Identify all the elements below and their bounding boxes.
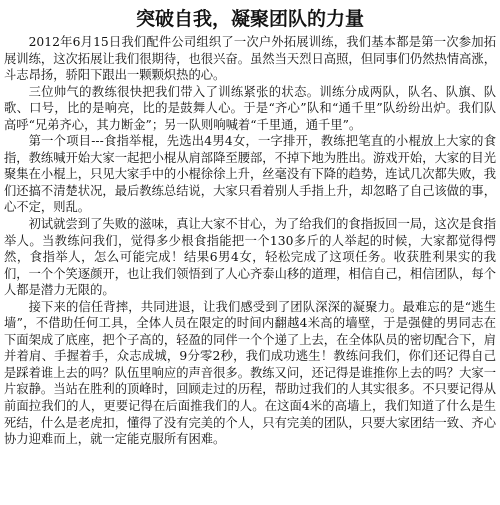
paragraph-finger-stick: 第一个项目---食指举棍，先选出4男4女，一字排开，教练把笔直的小棍放上大家的食指，教练喊开始大家一起把小棍从肩部降至腰部，不掉下地为胜出。游戏开始，大家的目光聚集在小棍上，只见大家手中的小棍徐徐上升，丝毫没有下降的趋势，连试几次都失败，我们还搞不清楚状况，最后教练总结说，大家只看着别人手指上升，却忽略了自己该做的事，心不定，则乱。 (4, 134, 496, 215)
paragraph-finger-lift: 初试就尝到了失败的滋味，真让大家不甘心，为了给我们的食指扳回一局，这次是食指举人。当教练问我们，觉得多少根食指能把一个130多斤的人举起的时候，大家都觉得愕然，食指举人，怎么可能完成！结果6男4女，轻松完成了这项任务。收获胜利果实的我们，一个个笑逐颜开，也让我们领悟到了人心齐泰山移的道理，相信自己，相信团队，每个人都是潜力无限的。 (4, 217, 496, 298)
paragraph-intro: 2012年6月15日我们配件公司组织了一次户外拓展训练，我们基本都是第一次参加拓展训练，这次拓展让我们很期待，也很兴奋。虽然当天烈日高照，但同事们仍然热情高涨，斗志昂扬，骄阳下跟出一颗颗炽热的心。 (4, 35, 496, 83)
document (4, 4, 496, 501)
document-title: 突破自我，凝聚团队的力量 (135, 8, 364, 30)
paragraph-teams: 三位帅气的教练很快把我们带入了训练紧张的状态。训练分成两队，队名、队旗、队歌、口号，比的是响亮，比的是鼓舞人心。于是“齐心”队和“通千里”队纷纷出炉。我们队高呼“兄弟齐心，其力断金”；另一队则响喊着“千里通，通千里”。 (4, 84, 496, 132)
paragraph-escape-wall: 接下来的信任背摔，共同进退，让我们感受到了团队深深的凝聚力。最难忘的是“逃生墙”，不借助任何工具，全体人员在限定的时间内翻越4米高的墙壁，于是强健的男同志在下面架成了底座，把个子高的，轻盈的同伴一个个递了上去，在全体队员的密切配合下，肩并着肩、手握着手，众志成城，9分零2秒，我们成功逃生！教练问我们，你们还记得自己是踩着谁上去的吗？队伍里响应的声音很多。教练又问，还记得是谁推你上去的吗？大家一片寂静。当站在胜利的顶峰时，回顾走过的历程，帮助过我们的人其实很多。不只要记得从前面拉我们的人，更要记得在后面推我们的人。在这面4米的高墙上，我们知道了什么是生死结，什么是老虎扣，懂得了没有完美的个人，只有完美的团队，只要大家团结一致、齐心协力迎难而上，就一定能克服所有困难。 (4, 299, 496, 447)
